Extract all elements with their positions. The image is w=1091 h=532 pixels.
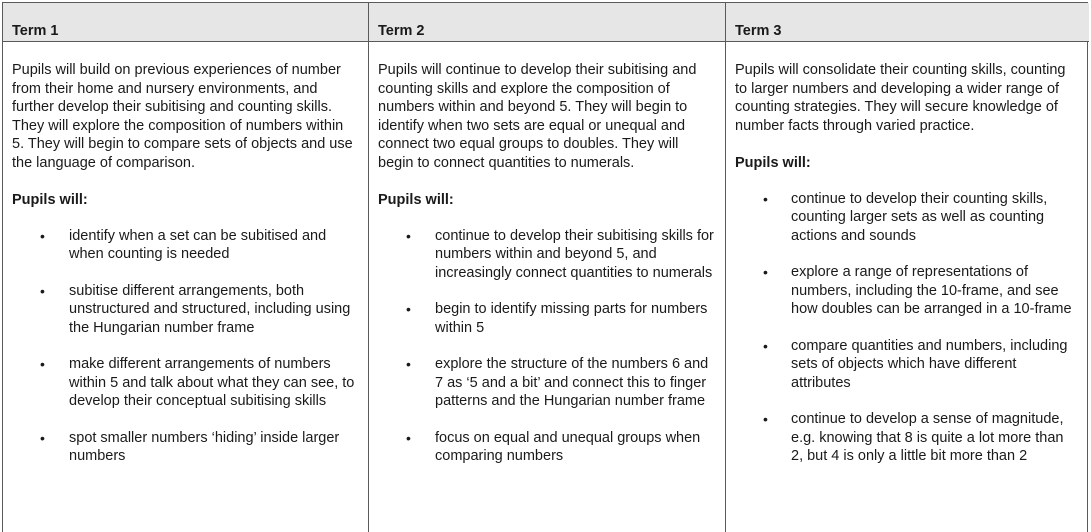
bullet-text: compare quantities and numbers, including sets of objects which have different attributes <box>791 337 1068 391</box>
list-item <box>735 410 1079 466</box>
bullet-icon: • <box>763 190 768 207</box>
term-1-content <box>3 42 369 532</box>
term-2-content <box>369 42 726 532</box>
bullet-icon: • <box>763 337 768 354</box>
term-3-pupils-label: Pupils will: <box>735 155 811 171</box>
bullet-text: begin to identify missing parts for numbers within 5 <box>435 301 708 336</box>
list-item <box>12 282 358 338</box>
list-item <box>735 263 1079 319</box>
list-item <box>378 227 715 283</box>
curriculum-table <box>2 2 1088 532</box>
term-2-intro: Pupils will continue to develop their subitising and counting skills and explore the composition of numbers within and beyond 5. They will begin to identify when two sets are equal or unequal and connect two equal groups to doubles. They will begin to connect quantities to numerals. <box>378 62 697 171</box>
term-1-heading: Term 1 <box>12 23 59 39</box>
term-3-header <box>726 3 1089 42</box>
list-item <box>735 190 1079 246</box>
term-3-heading: Term 3 <box>735 23 782 39</box>
term-1-bullet-list <box>12 227 358 466</box>
bullet-text: spot smaller numbers ‘hiding’ inside larger numbers <box>69 429 340 464</box>
term-2-heading: Term 2 <box>378 23 425 39</box>
term-1-header <box>3 3 369 42</box>
bullet-icon: • <box>40 227 45 244</box>
bullet-icon: • <box>406 356 411 372</box>
term-1-pupils-label: Pupils will: <box>12 192 88 208</box>
list-item <box>378 429 715 466</box>
term-3-content <box>726 42 1089 532</box>
bullet-icon: • <box>40 429 45 446</box>
list-item <box>735 337 1079 393</box>
term-2-header <box>369 3 726 42</box>
bullet-text: continue to develop their counting skills, counting larger sets as well as counting actions and sounds <box>791 190 1048 244</box>
bullet-icon: • <box>406 301 411 317</box>
term-1-intro: Pupils will build on previous experiences of number from their home and nursery environments, and further develop their subitising and counting skills. They will explore the composition of numbers within 5. They will begin to compare sets of objects and use the language of comparison. <box>12 62 353 171</box>
bullet-text: make different arrangements of numbers within 5 and talk about what they can see, to develop their conceptual subitising skills <box>69 356 355 409</box>
bullet-text: subitise different arrangements, both unstructured and structured, including using the Hungarian number frame <box>69 282 351 336</box>
term-3-bullet-list <box>735 190 1079 466</box>
bullet-icon: • <box>40 356 45 372</box>
bullet-text: identify when a set can be subitised and when counting is needed <box>69 227 327 262</box>
bullet-icon: • <box>40 282 45 299</box>
bullet-icon: • <box>763 411 768 427</box>
term-2-bullet-list <box>378 227 715 466</box>
list-item <box>12 355 358 411</box>
bullet-icon: • <box>406 429 411 446</box>
term-2-pupils-label: Pupils will: <box>378 192 454 208</box>
bullet-text: explore the structure of the numbers 6 and 7 as ‘5 and a bit’ and connect this to finger patterns and the Hungarian number frame <box>435 356 709 409</box>
bullet-icon: • <box>406 227 411 244</box>
list-item <box>378 300 715 337</box>
bullet-text: continue to develop their subitising skills for numbers within and beyond 5, and increasingly connect quantities to numerals <box>435 227 714 281</box>
term-3-intro: Pupils will consolidate their counting skills, counting to larger numbers and developing a wider range of counting strategies. They will secure knowledge of number facts through varied practice. <box>735 62 1066 134</box>
bullet-text: focus on equal and unequal groups when comparing numbers <box>435 429 701 464</box>
bullet-text: explore a range of representations of numbers, including the 10-frame, and see how doubles can be arranged in a 10-frame <box>791 264 1072 317</box>
bullet-text: continue to develop a sense of magnitude, e.g. knowing that 8 is quite a lot more than 2, but 4 is only a little bit more than 2 <box>791 411 1064 464</box>
list-item <box>378 355 715 411</box>
bullet-icon: • <box>763 264 768 280</box>
list-item <box>12 227 358 264</box>
list-item <box>12 429 358 466</box>
